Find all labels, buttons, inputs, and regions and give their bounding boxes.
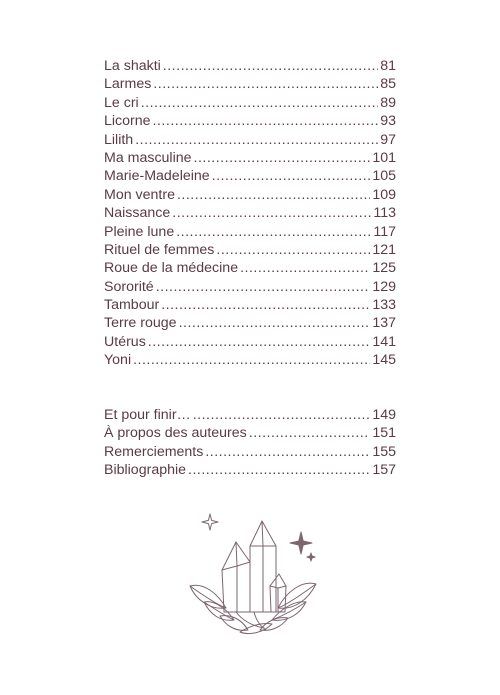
- toc-leader-dots: [153, 75, 378, 93]
- toc-entry-title: Licorne: [104, 113, 151, 130]
- toc-leader-dots: [212, 167, 371, 185]
- toc-entry-page: 101: [372, 149, 396, 166]
- toc-entry-page: 157: [372, 462, 396, 479]
- sparkle-filled-icon: [290, 532, 312, 554]
- toc-leader-dots: [176, 223, 371, 241]
- toc-entry[interactable]: [104, 94, 396, 112]
- toc-leader-dots: [172, 204, 371, 222]
- tall-crystal-icon: [250, 521, 276, 612]
- toc-entry-title: Naissance: [104, 205, 171, 222]
- toc-entry[interactable]: [104, 424, 396, 442]
- toc-entry-page: 133: [372, 297, 396, 314]
- toc-entry-title: Bibliographie: [104, 462, 187, 479]
- toc-entry-page: 155: [372, 443, 396, 460]
- toc-entry-page: 129: [372, 278, 396, 295]
- toc-entry-page: 145: [372, 352, 396, 369]
- toc-entry-title: Yoni: [104, 352, 132, 369]
- toc-leader-dots: [133, 351, 370, 369]
- toc-entry-title: Tambour: [104, 297, 160, 314]
- toc-leader-dots: [188, 461, 370, 479]
- toc-entry-page: 117: [373, 223, 396, 240]
- toc-entry[interactable]: [104, 131, 396, 149]
- toc-entry[interactable]: [104, 351, 396, 369]
- sparkle-small-icon: [307, 553, 315, 561]
- toc-entry[interactable]: [104, 57, 396, 75]
- toc-entry-title: Marie-Madeleine: [104, 168, 210, 185]
- toc-entry[interactable]: [104, 278, 396, 296]
- toc-entry-title: Le cri: [104, 94, 139, 111]
- toc-leader-dots: [216, 241, 370, 259]
- toc-entry-title: Roue de la médecine: [104, 260, 239, 277]
- toc-entry-title: Ma masculine: [104, 149, 192, 166]
- crystal-cluster-icon: [180, 508, 325, 638]
- toc-leader-dots: [135, 131, 378, 149]
- toc-entry-page: 151: [372, 425, 396, 442]
- toc-entry[interactable]: [104, 204, 396, 222]
- toc-entry[interactable]: [104, 296, 396, 314]
- toc-entry-page: 141: [372, 333, 396, 350]
- toc-entry[interactable]: [104, 75, 396, 93]
- sparkle-outline-icon: [202, 514, 218, 530]
- toc-entry-page: 105: [372, 168, 396, 185]
- toc-entry-page: 97: [380, 131, 396, 148]
- toc-entry[interactable]: [104, 241, 396, 259]
- toc-leader-dots: [163, 57, 378, 75]
- toc-entry-page: 93: [380, 113, 396, 130]
- toc-entry-title: Larmes: [104, 76, 152, 93]
- toc-main-list: [104, 57, 396, 370]
- small-crystal-icon: [270, 574, 286, 612]
- toc-entry-title: La shakti: [104, 58, 161, 74]
- toc-entry-title: Utérus: [104, 333, 146, 350]
- toc-leader-dots: [148, 333, 371, 351]
- toc-entry-page: 109: [372, 186, 396, 203]
- toc-entry-page: 149: [372, 407, 396, 423]
- toc-leader-dots: [193, 406, 371, 424]
- toc-entry[interactable]: [104, 167, 396, 185]
- toc-leader-dots: [177, 186, 370, 204]
- toc-entry[interactable]: [104, 314, 396, 332]
- toc-leader-dots: [179, 314, 371, 332]
- toc-entry-title: Et pour finir…: [104, 407, 191, 423]
- toc-entry-page: 85: [380, 76, 396, 93]
- toc-entry-title: Terre rouge: [104, 315, 177, 332]
- toc-entry[interactable]: [104, 186, 396, 204]
- toc-entry-page: 125: [372, 260, 396, 277]
- toc-entry-title: Mon ventre: [104, 186, 175, 203]
- toc-entry[interactable]: [104, 333, 396, 351]
- toc-entry-page: 121: [372, 241, 396, 258]
- toc-back-matter-list: [104, 406, 396, 480]
- toc-leader-dots: [161, 296, 370, 314]
- toc-entry[interactable]: [104, 443, 396, 461]
- toc-entry[interactable]: [104, 149, 396, 167]
- toc-entry[interactable]: [104, 406, 396, 424]
- toc-entry-title: Sororité: [104, 278, 154, 295]
- toc-leader-dots: [194, 149, 371, 167]
- toc-entry-title: Pleine lune: [104, 223, 175, 240]
- toc-entry-page: 137: [372, 315, 396, 332]
- toc-entry-page: 113: [373, 205, 396, 222]
- leaves-icon: [190, 583, 316, 633]
- toc-leader-dots: [249, 424, 371, 442]
- toc-entry[interactable]: [104, 259, 396, 277]
- toc-leader-dots: [205, 443, 370, 461]
- toc-entry[interactable]: [104, 112, 396, 130]
- toc-leader-dots: [141, 94, 379, 112]
- toc-entry-title: Lilith: [104, 131, 134, 148]
- toc-entry[interactable]: [104, 461, 396, 479]
- toc-entry-page: 89: [380, 94, 396, 111]
- toc-leader-dots: [240, 259, 370, 277]
- toc-entry-page: 81: [380, 58, 396, 74]
- left-crystal-icon: [222, 542, 250, 612]
- toc-entry-title: À propos des auteures: [104, 425, 247, 442]
- toc-entry-title: Remerciements: [104, 443, 204, 460]
- toc-entry[interactable]: [104, 223, 396, 241]
- toc-entry-title: Rituel de femmes: [104, 241, 215, 258]
- toc-leader-dots: [153, 112, 379, 130]
- toc-leader-dots: [156, 278, 371, 296]
